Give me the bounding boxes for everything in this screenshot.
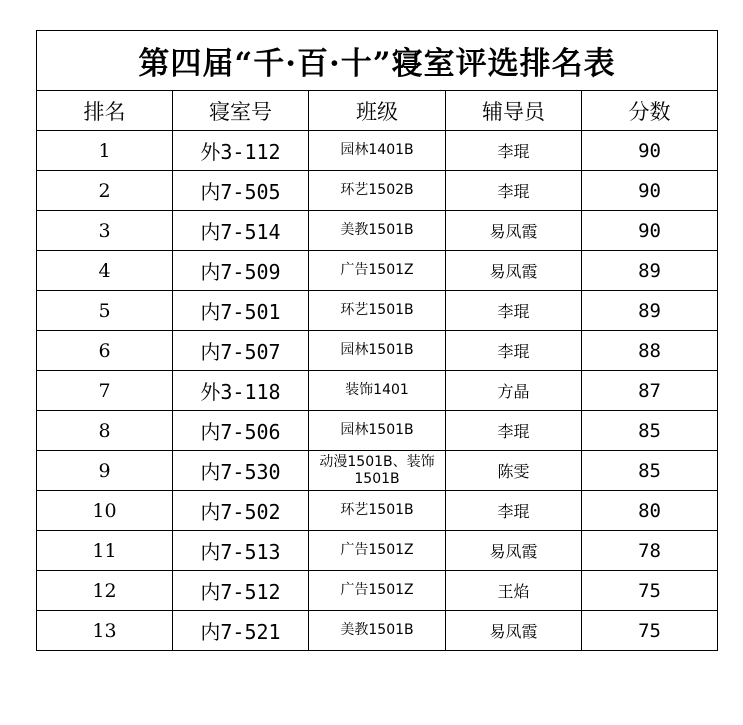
table-row bbox=[37, 611, 718, 651]
cell-tutor: 陈雯 bbox=[446, 451, 582, 491]
table-row bbox=[37, 371, 718, 411]
cell-score: 89 bbox=[582, 291, 718, 331]
cell-class: 环艺1501B bbox=[309, 291, 446, 331]
table-row bbox=[37, 171, 718, 211]
cell-rank: 6 bbox=[37, 331, 173, 371]
cell-class: 广告1501Z bbox=[309, 251, 446, 291]
table-row bbox=[37, 331, 718, 371]
cell-room: 内7-505 bbox=[173, 171, 309, 211]
cell-room: 内7-509 bbox=[173, 251, 309, 291]
cell-room: 内7-506 bbox=[173, 411, 309, 451]
cell-class: 园林1401B bbox=[309, 131, 446, 171]
cell-rank: 2 bbox=[37, 171, 173, 211]
table-row bbox=[37, 411, 718, 451]
cell-rank: 10 bbox=[37, 491, 173, 531]
cell-class: 动漫1501B、装饰1501B bbox=[309, 451, 446, 491]
cell-score: 75 bbox=[582, 611, 718, 651]
cell-score: 90 bbox=[582, 131, 718, 171]
table-title: 第四届“千·百·十”寝室评选排名表 bbox=[37, 31, 718, 91]
cell-room: 内7-502 bbox=[173, 491, 309, 531]
cell-tutor: 易凤霞 bbox=[446, 611, 582, 651]
table-row bbox=[37, 531, 718, 571]
cell-rank: 8 bbox=[37, 411, 173, 451]
cell-room: 外3-112 bbox=[173, 131, 309, 171]
cell-room: 内7-530 bbox=[173, 451, 309, 491]
cell-tutor: 易凤霞 bbox=[446, 251, 582, 291]
cell-rank: 1 bbox=[37, 131, 173, 171]
header-score: 分数 bbox=[582, 91, 718, 131]
cell-rank: 4 bbox=[37, 251, 173, 291]
cell-class: 环艺1502B bbox=[309, 171, 446, 211]
cell-room: 内7-512 bbox=[173, 571, 309, 611]
table-row bbox=[37, 291, 718, 331]
cell-tutor: 王焰 bbox=[446, 571, 582, 611]
cell-tutor: 易凤霞 bbox=[446, 531, 582, 571]
cell-room: 内7-513 bbox=[173, 531, 309, 571]
table-row bbox=[37, 251, 718, 291]
cell-score: 80 bbox=[582, 491, 718, 531]
cell-score: 88 bbox=[582, 331, 718, 371]
cell-rank: 9 bbox=[37, 451, 173, 491]
cell-room: 外3-118 bbox=[173, 371, 309, 411]
title-row bbox=[37, 31, 718, 91]
cell-class: 美教1501B bbox=[309, 611, 446, 651]
cell-room: 内7-521 bbox=[173, 611, 309, 651]
cell-score: 75 bbox=[582, 571, 718, 611]
cell-score: 89 bbox=[582, 251, 718, 291]
ranking-table bbox=[36, 30, 718, 651]
cell-rank: 5 bbox=[37, 291, 173, 331]
cell-score: 90 bbox=[582, 171, 718, 211]
cell-class: 美教1501B bbox=[309, 211, 446, 251]
cell-score: 85 bbox=[582, 411, 718, 451]
cell-rank: 3 bbox=[37, 211, 173, 251]
table-row bbox=[37, 211, 718, 251]
cell-tutor: 李琨 bbox=[446, 491, 582, 531]
cell-room: 内7-514 bbox=[173, 211, 309, 251]
table-row bbox=[37, 131, 718, 171]
cell-room: 内7-501 bbox=[173, 291, 309, 331]
header-row bbox=[37, 91, 718, 131]
table-body bbox=[37, 131, 718, 651]
cell-score: 85 bbox=[582, 451, 718, 491]
cell-rank: 11 bbox=[37, 531, 173, 571]
cell-class: 广告1501Z bbox=[309, 571, 446, 611]
cell-tutor: 李琨 bbox=[446, 331, 582, 371]
header-tutor: 辅导员 bbox=[446, 91, 582, 131]
cell-class: 装饰1401 bbox=[309, 371, 446, 411]
cell-room: 内7-507 bbox=[173, 331, 309, 371]
header-room: 寝室号 bbox=[173, 91, 309, 131]
cell-score: 87 bbox=[582, 371, 718, 411]
cell-tutor: 李琨 bbox=[446, 171, 582, 211]
cell-class: 园林1501B bbox=[309, 331, 446, 371]
cell-score: 90 bbox=[582, 211, 718, 251]
cell-class: 广告1501Z bbox=[309, 531, 446, 571]
table-row bbox=[37, 571, 718, 611]
cell-rank: 12 bbox=[37, 571, 173, 611]
cell-tutor: 李琨 bbox=[446, 131, 582, 171]
cell-tutor: 方晶 bbox=[446, 371, 582, 411]
cell-class: 园林1501B bbox=[309, 411, 446, 451]
header-rank: 排名 bbox=[37, 91, 173, 131]
cell-score: 78 bbox=[582, 531, 718, 571]
cell-class: 环艺1501B bbox=[309, 491, 446, 531]
cell-tutor: 李琨 bbox=[446, 411, 582, 451]
table-row bbox=[37, 451, 718, 491]
cell-tutor: 易凤霞 bbox=[446, 211, 582, 251]
cell-rank: 7 bbox=[37, 371, 173, 411]
header-class: 班级 bbox=[309, 91, 446, 131]
cell-tutor: 李琨 bbox=[446, 291, 582, 331]
cell-rank: 13 bbox=[37, 611, 173, 651]
table-row bbox=[37, 491, 718, 531]
